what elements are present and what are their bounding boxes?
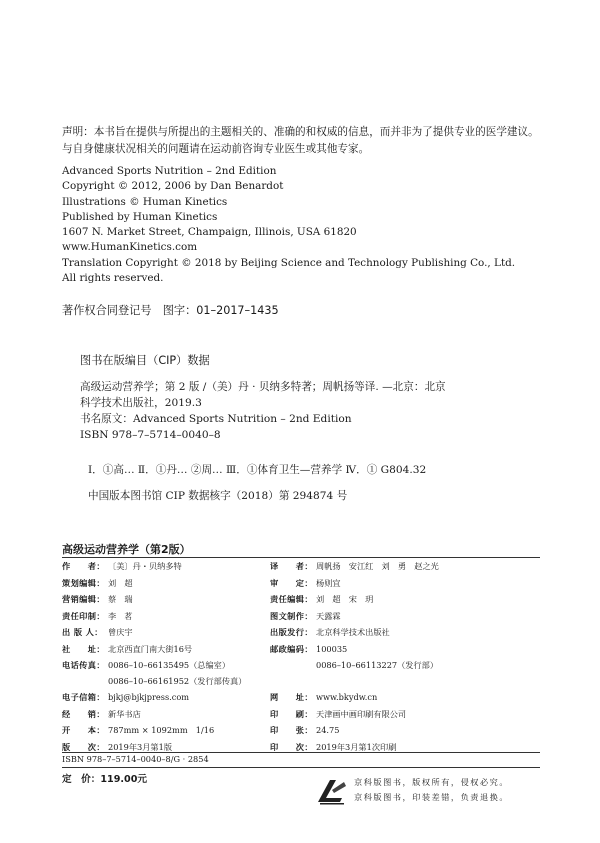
colophon-row — [270, 709, 506, 726]
colophon-row — [62, 725, 298, 742]
field-label: 责任编辑： — [270, 594, 313, 604]
colophon-row — [62, 611, 298, 628]
field-value: 李 茗 — [108, 610, 133, 621]
copyright-block — [62, 164, 542, 286]
field-value: 周帆扬 安江红 刘 勇 赵之光 — [316, 561, 439, 571]
field-label: 电子信箱： — [62, 692, 105, 702]
field-label: 网 址： — [270, 692, 313, 702]
field-value: 刘 超 宋 玥 — [316, 594, 374, 604]
cip-line: 科学技术出版社，2019.3 — [80, 397, 202, 409]
copyright-line: Translation Copyright © 2018 by Beijing Science and Technology Publishing Co., Ltd. — [62, 256, 516, 269]
cip-record — [80, 379, 520, 443]
cip-subject-classification: Ⅰ．①高… Ⅱ．①丹… ②周… Ⅲ．①体育卫生—营养学 Ⅳ．① G804.32 — [88, 464, 427, 476]
field-label: 印 刷： — [270, 708, 313, 719]
colophon-row — [62, 627, 298, 644]
field-label: 版 次： — [62, 741, 105, 752]
colophon-row — [62, 594, 298, 611]
colophon-row — [270, 611, 506, 628]
colophon-row — [270, 578, 506, 595]
field-value: 杨则宜 — [316, 577, 341, 588]
field-label: 出版发行： — [270, 627, 313, 637]
cip-heading: 图书在版编目（CIP）数据 — [80, 354, 210, 367]
field-label: 审 定： — [270, 577, 313, 588]
field-value: 787mm × 1092mm 1/16 — [108, 725, 215, 735]
colophon-row-phone — [62, 660, 298, 692]
field-label: 出 版 人： — [62, 627, 103, 637]
copyright-registration-number: 著作权合同登记号 图字：01–2017–1435 — [62, 304, 279, 317]
field-label: 印 张： — [270, 725, 313, 735]
notice-line: 京科版图书，版权所有，侵权必究。 — [354, 777, 510, 787]
copyright-line: Published by Human Kinetics — [62, 210, 218, 223]
colophon-row — [270, 561, 506, 578]
copyright-line: All rights reserved. — [62, 272, 164, 285]
copyright-line: Illustrations © Human Kinetics — [62, 195, 228, 208]
colophon-row — [62, 644, 298, 661]
field-value: 〔美〕丹・贝纳多特 — [108, 561, 182, 571]
cip-line: ISBN 978–7–5714–0040–8 — [80, 429, 221, 441]
field-label: 策划编辑： — [62, 577, 105, 588]
colophon-row — [270, 644, 506, 661]
field-label: 译 者： — [270, 561, 313, 571]
field-value: 天津画中画印刷有限公司 — [316, 708, 407, 719]
colophon-row — [62, 561, 298, 578]
colophon-row — [62, 709, 298, 726]
copyright-line: Advanced Sports Nutrition – 2nd Edition — [62, 165, 277, 177]
field-value: 2019年3月第1版 — [108, 741, 173, 752]
phone-line: 0086–10–66135495（总编室） — [108, 660, 231, 670]
colophon-row-blank — [270, 677, 506, 693]
field-label: 开 本： — [62, 725, 105, 735]
colophon-row — [270, 660, 506, 677]
field-value: 北京科学技术出版社 — [316, 627, 390, 637]
colophon-row — [270, 725, 506, 742]
field-label: 经 销： — [62, 708, 105, 719]
price: 定 价：119.00元 — [62, 774, 147, 785]
field-value: www.bkydw.cn — [316, 692, 378, 702]
copyright-line: Copyright © 2012, 2006 by Dan Benardot — [62, 180, 284, 193]
colophon-row — [270, 692, 506, 709]
field-value: 天露霖 — [316, 610, 341, 621]
field-value: 刘 超 — [108, 577, 133, 588]
book-title: 高级运动营养学（第2版） — [62, 543, 191, 556]
field-value: 新华书店 — [108, 708, 141, 719]
field-value: 2019年3月第1次印刷 — [316, 741, 397, 752]
field-label: 图文制作： — [270, 610, 313, 621]
fax-line: 0086–10–66161952（发行部传真） — [108, 676, 247, 686]
cip-line: 书名原文：Advanced Sports Nutrition – 2nd Edition — [80, 413, 352, 425]
divider-top — [62, 557, 540, 558]
cip-catalog-number: 中国版本图书馆 CIP 数据核字（2018）第 294874 号 — [88, 490, 348, 502]
field-label: 作 者： — [62, 561, 105, 571]
field-label: 营销编辑： — [62, 594, 105, 604]
colophon-row — [62, 692, 298, 709]
publisher-logo-icon — [316, 776, 348, 806]
field-value: 0086–10–66113227（发行部） — [316, 660, 439, 670]
cip-line: 高级运动营养学；第 2 版 /（美）丹 · 贝纳多特著；周帆扬等译. —北京：北京 — [80, 381, 446, 393]
colophon-right-column — [270, 561, 506, 758]
colophon-row — [270, 627, 506, 644]
field-label: 社 址： — [62, 643, 105, 654]
colophon-row — [270, 594, 506, 611]
isbn-line: ISBN 978–7–5714–0040–8/G · 2854 — [62, 754, 209, 764]
field-label: 印 次： — [270, 741, 313, 752]
notice-line: 京科版图书，印装差错，负责退换。 — [354, 791, 510, 802]
colophon-left-column — [62, 561, 298, 758]
field-value: 曾庆宇 — [108, 627, 133, 637]
field-value: 100035 — [316, 643, 348, 654]
disclaimer-text: 声明：本书旨在提供与所提出的主题相关的、准确的和权威的信息，而并非为了提供专业的医学建议。与自身健康状况相关的问题请在运动前咨询专业医生或其他专家。 — [62, 126, 539, 155]
copyright-line: 1607 N. Market Street, Champaign, Illinois, USA 61820 — [62, 226, 357, 239]
publisher-notice — [354, 775, 509, 804]
field-value: 蔡 瑞 — [108, 594, 133, 604]
field-value: 24.75 — [316, 725, 340, 735]
field-value: 北京西直门南大街16号 — [108, 643, 193, 654]
copyright-line: www.HumanKinetics.com — [62, 241, 198, 254]
colophon-row — [62, 578, 298, 595]
divider-bottom — [62, 752, 540, 753]
field-label: 邮政编码： — [270, 643, 313, 654]
colophon-row — [270, 742, 506, 759]
field-value: bjkj@bjkjpress.com — [108, 692, 190, 702]
field-label: 责任印制： — [62, 610, 105, 621]
divider-isbn — [62, 767, 540, 768]
field-label: 电话传真： — [62, 660, 105, 670]
